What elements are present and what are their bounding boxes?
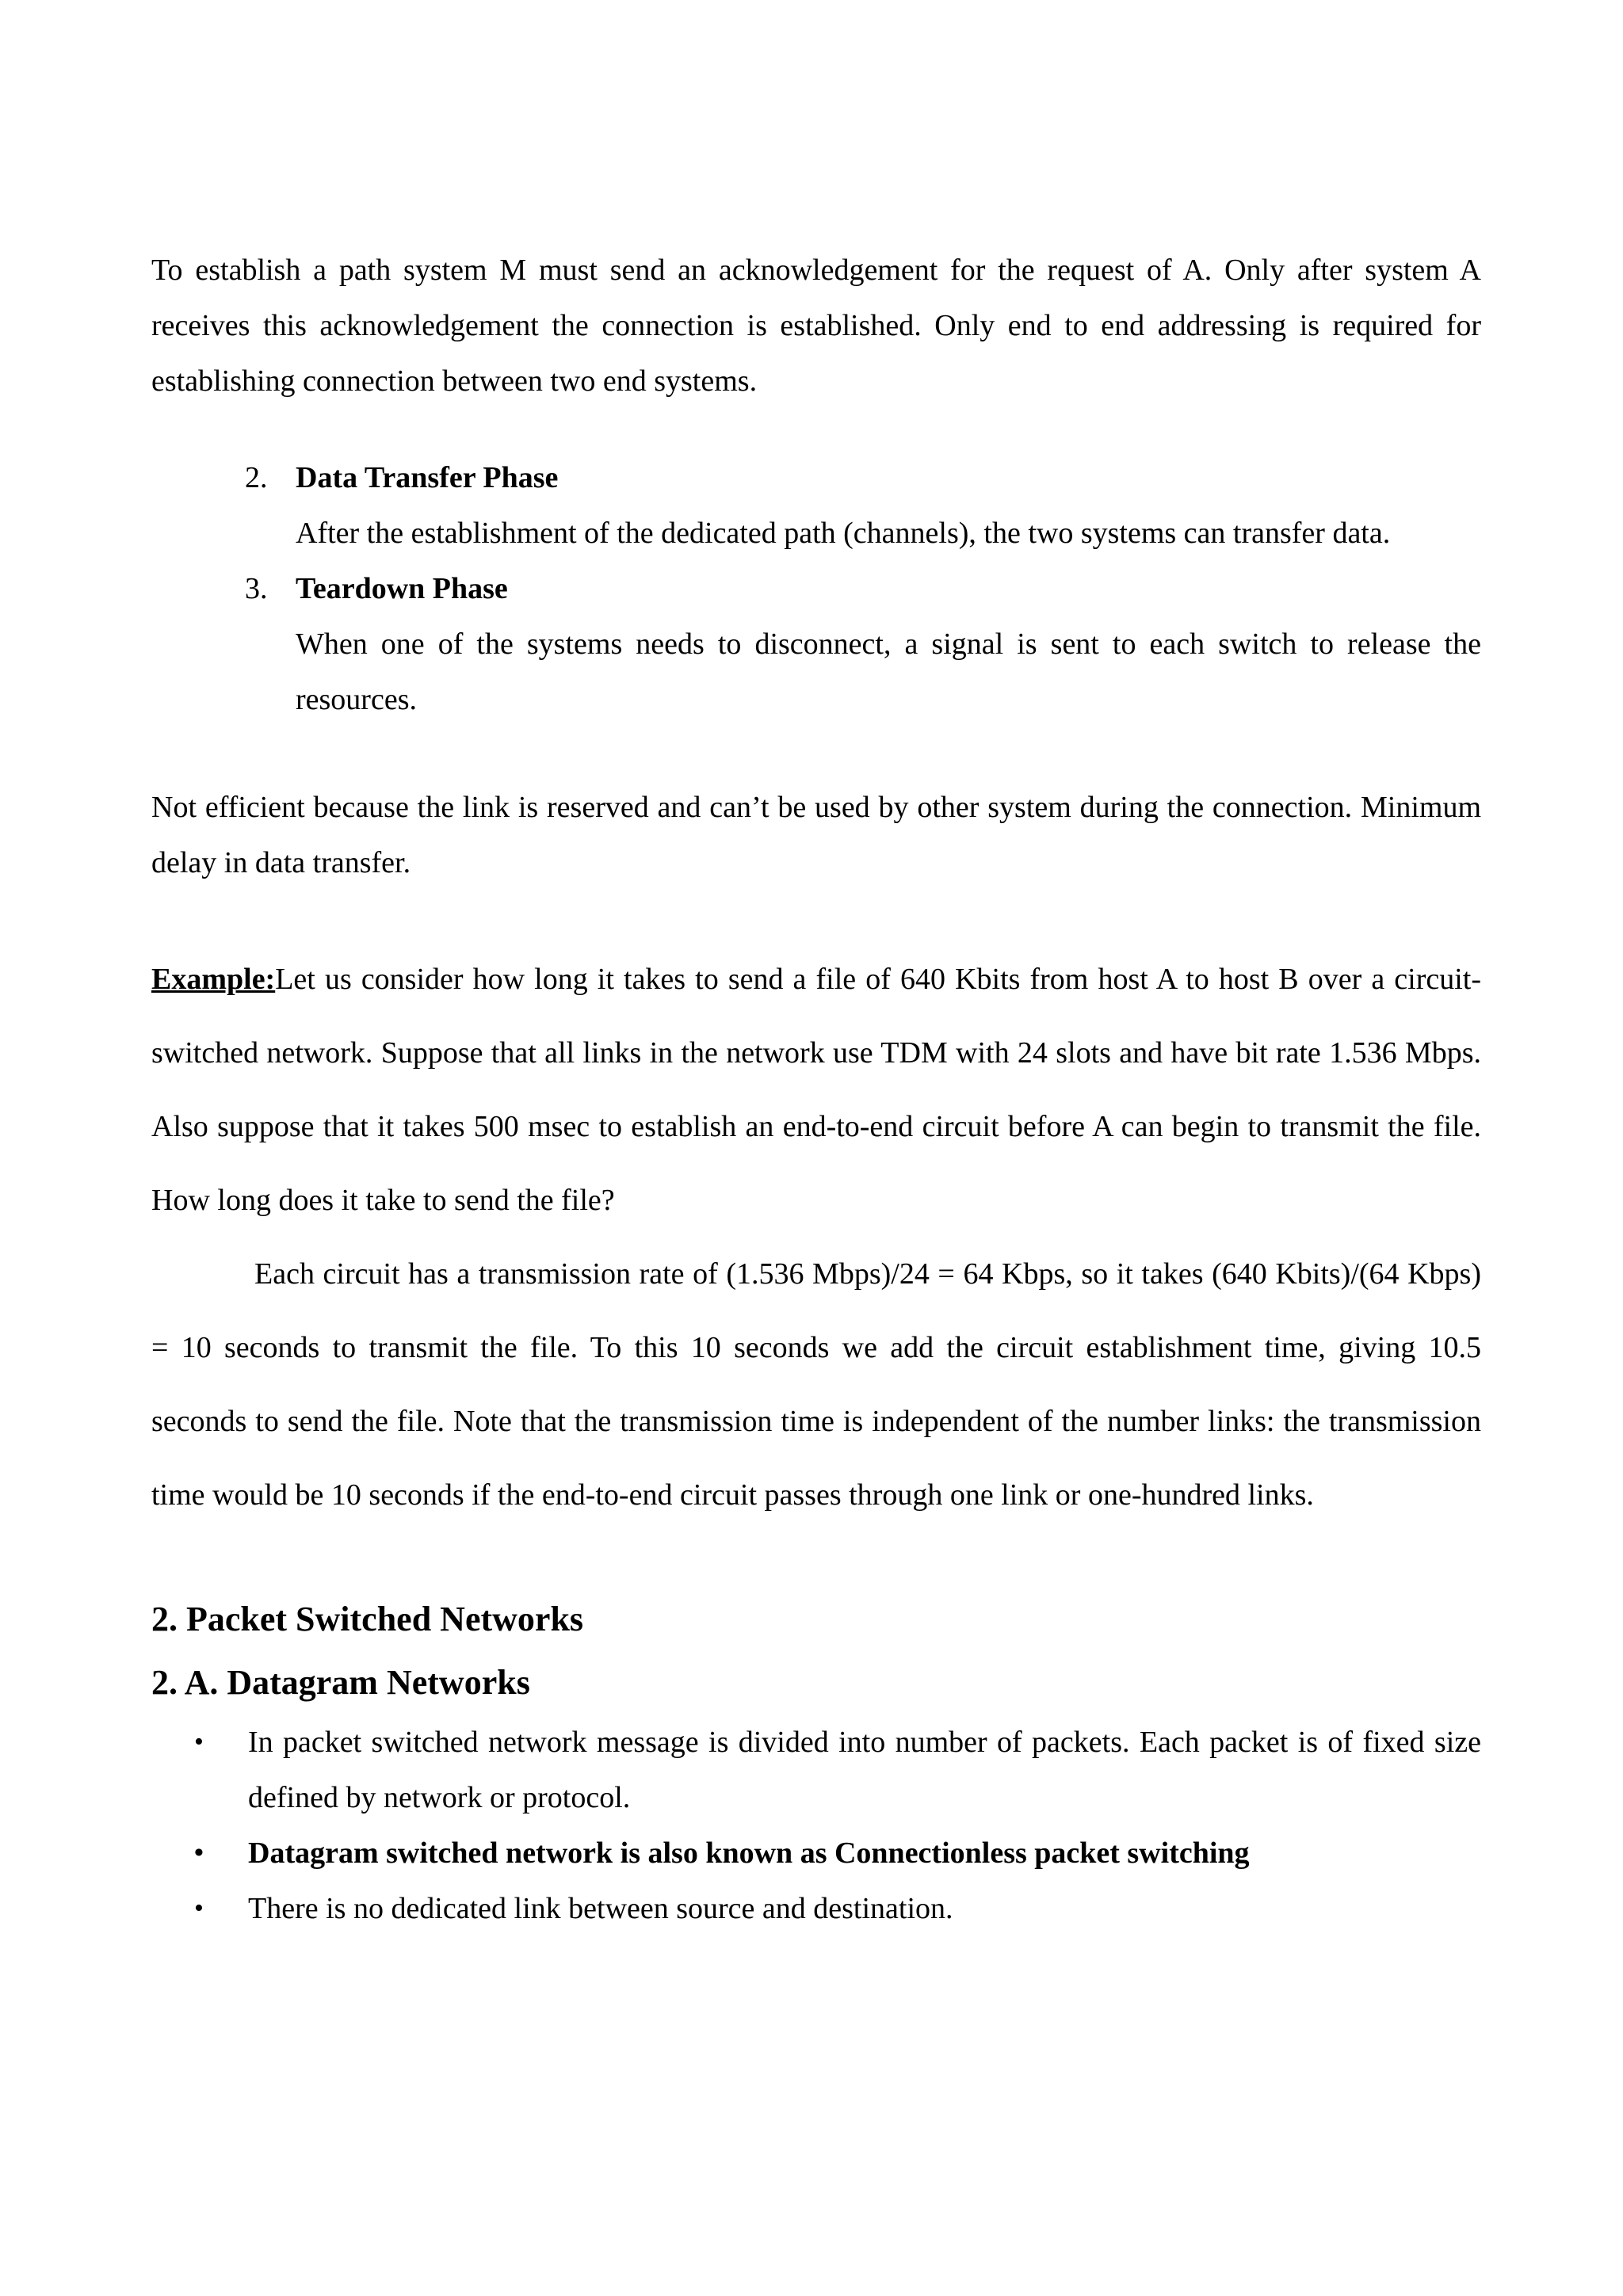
list-item <box>194 1825 1481 1881</box>
phase-number: 2. <box>245 461 268 494</box>
phase-item-teardown <box>245 561 1481 727</box>
phase-title: Teardown Phase <box>296 572 508 605</box>
efficiency-paragraph: Not efficient because the link is reserved and can’t be used by other system during the connection. Minimum delay in data transfer. <box>151 791 1481 879</box>
example-label: Example: <box>151 963 276 996</box>
example-paragraph <box>151 943 1481 1238</box>
example-solution: Each circuit has a transmission rate of (1.536 Mbps)/24 = 64 Kbps, so it takes (640 Kbits)/(64 Kbps) = 10 seconds to transmit the file. To this 10 seconds we add the circuit establishment time, giving 10.5 seconds to send the file. Note that the transmission time is independent of the number links: the transmission time would be 10 seconds if the end-to-end circuit passes through one link or one-hundred links. <box>151 1257 1481 1512</box>
bullet-icon: • <box>194 1838 204 1867</box>
phase-description: After the establishment of the dedicated path (channels), the two systems can transfer data. <box>296 517 1391 550</box>
section-subheading: 2. A. Datagram Networks <box>151 1663 530 1702</box>
section-heading: 2. Packet Switched Networks <box>151 1600 584 1638</box>
phase-number: 3. <box>245 572 268 605</box>
list-item <box>194 1881 1481 1936</box>
bullet-text: Datagram switched network is also known as Connectionless packet switching <box>248 1836 1250 1870</box>
intro-paragraph: To establish a path system M must send an acknowledgement for the request of A. Only after system A receives this acknowledgement the connection is established. Only end to end addressing is required for establishing connection between two end systems. <box>151 254 1481 398</box>
phase-description: When one of the systems needs to disconnect, a signal is sent to each switch to release the resources. <box>296 627 1481 716</box>
document-page <box>151 242 1481 1936</box>
bullet-text: In packet switched network message is divided into number of packets. Each packet is of fixed size defined by network or protocol. <box>248 1726 1481 1814</box>
example-question: Let us consider how long it takes to send a file of 640 Kbits from host A to host B over a circuit-switched network. Suppose that all links in the network use TDM with 24 slots and have bit rate 1.536 Mbps. Also suppose that it takes 500 msec to establish an end-to-end circuit before A can begin to transmit the file. How long does it take to send the file? <box>151 963 1481 1217</box>
bullet-icon: • <box>194 1727 204 1756</box>
phase-item-data-transfer <box>245 450 1481 561</box>
list-item <box>194 1714 1481 1825</box>
phase-list <box>151 450 1481 727</box>
bullet-text: There is no dedicated link between source and destination. <box>248 1892 953 1925</box>
bullet-icon: • <box>194 1894 204 1923</box>
phase-title: Data Transfer Phase <box>296 461 559 494</box>
bullet-list <box>151 1714 1481 1936</box>
